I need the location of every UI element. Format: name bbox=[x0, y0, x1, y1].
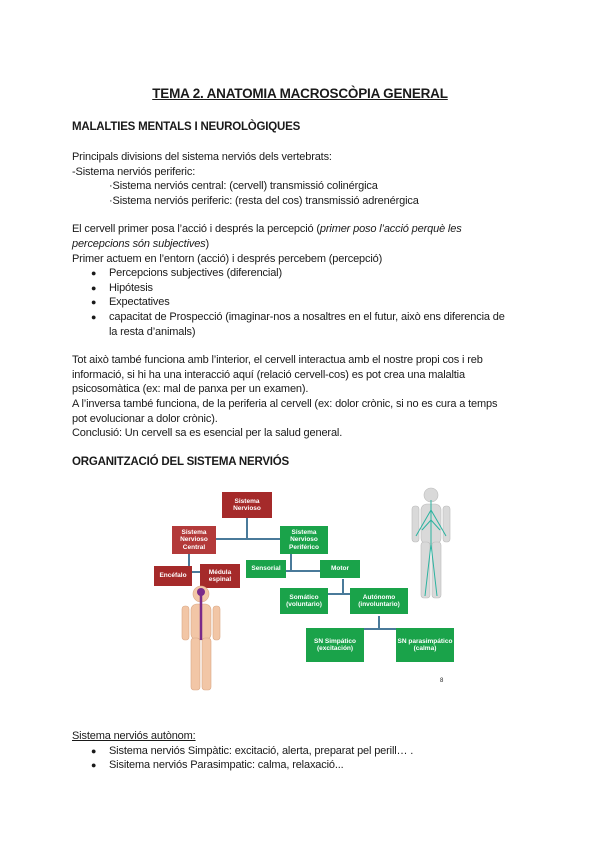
page-title: TEMA 2. ANATOMIA MACROSCÒPIA GENERAL bbox=[152, 86, 448, 101]
section-heading-organization: ORGANITZACIÓ DEL SISTEMA NERVIÓS bbox=[72, 456, 290, 468]
bullet-list bbox=[72, 744, 542, 773]
box-sistema-nervioso: Sistema Nervioso bbox=[222, 492, 272, 518]
paragraph: informació, si hi ha una interacció aquí (relació cervell-cos) es pot crea una malaltia bbox=[72, 368, 465, 381]
box-simpatico: SN Simpático (excitación) bbox=[306, 628, 364, 662]
paragraph: psicosomàtica (ex: mal de panxa per un examen). bbox=[72, 383, 309, 396]
paragraph: Tot això també funciona amb l’interior, el cervell interactua amb el nostre propi cos i reb bbox=[72, 354, 483, 367]
box-encefalo: Encéfalo bbox=[154, 566, 192, 586]
section-heading-autonomic: Sistema nerviós autònom: bbox=[72, 730, 196, 742]
paragraph: Primer actuem en l’entorn (acció) i després percebem (percepció) bbox=[72, 252, 383, 265]
list-item: ● Sisitema nerviós Parasimpatic: calma, relaxació... bbox=[72, 758, 542, 773]
paragraph: El cervell primer posa l’acció i després la percepció (primer poso l’acció perquè les bbox=[72, 223, 462, 236]
box-medula: Médula espinal bbox=[200, 564, 240, 588]
paragraph: ·Sistema nerviós central: (cervell) transmissió colinérgica bbox=[109, 180, 378, 193]
list-item: ● Expectatives bbox=[72, 295, 542, 310]
list-item: ● Sistema nerviós Simpàtic: excitació, alerta, preparat pel perill… . bbox=[72, 744, 542, 759]
nervous-system-diagram bbox=[150, 480, 460, 700]
box-motor: Motor bbox=[320, 560, 360, 578]
list-item: ● Hipótesis bbox=[72, 281, 542, 296]
paragraph: Principals divisions del sistema nerviós dels vertebrats: bbox=[72, 151, 332, 163]
paragraph: -Sistema nerviós periferic: bbox=[72, 165, 196, 178]
box-autonomo: Autónomo (involuntario) bbox=[350, 588, 408, 614]
list-item: ● capacitat de Prospecció (imaginar-nos a nosaltres en el futur, això ens diferencia de la resta d’animals) bbox=[72, 310, 542, 339]
section3-body bbox=[72, 729, 542, 773]
paragraph: pot evolucionar a dolor crònic). bbox=[72, 412, 218, 425]
nervous-system-body-icon bbox=[406, 486, 456, 602]
section1-body bbox=[72, 150, 542, 441]
list-item: ● Percepcions subjectives (diferencial) bbox=[72, 266, 542, 281]
slide-number: 8 bbox=[440, 678, 444, 684]
box-snc: Sistema Nervioso Central bbox=[172, 526, 216, 554]
paragraph: A l’inversa també funciona, de la periferia al cervell (ex: dolor crònic, si no es cura a temps bbox=[72, 397, 498, 410]
box-snp: Sistema Nervioso Periférico bbox=[280, 526, 328, 554]
box-parasimpatico: SN parasimpático (calma) bbox=[396, 628, 454, 662]
bullet-list bbox=[72, 266, 542, 339]
box-somatico: Somático (voluntario) bbox=[280, 588, 328, 614]
section-heading-disorders: MALALTIES MENTALS I NEUROLÒGIQUES bbox=[72, 121, 301, 133]
human-body-figure-icon bbox=[176, 584, 226, 696]
box-sensorial: Sensorial bbox=[246, 560, 286, 578]
paragraph: ·Sistema nerviós periferic: (resta del cos) transmissió adrenérgica bbox=[109, 194, 419, 207]
paragraph: percepcions són subjectives) bbox=[72, 237, 210, 250]
paragraph: Conclusió: Un cervell sa es esencial per la salud general. bbox=[72, 427, 343, 440]
